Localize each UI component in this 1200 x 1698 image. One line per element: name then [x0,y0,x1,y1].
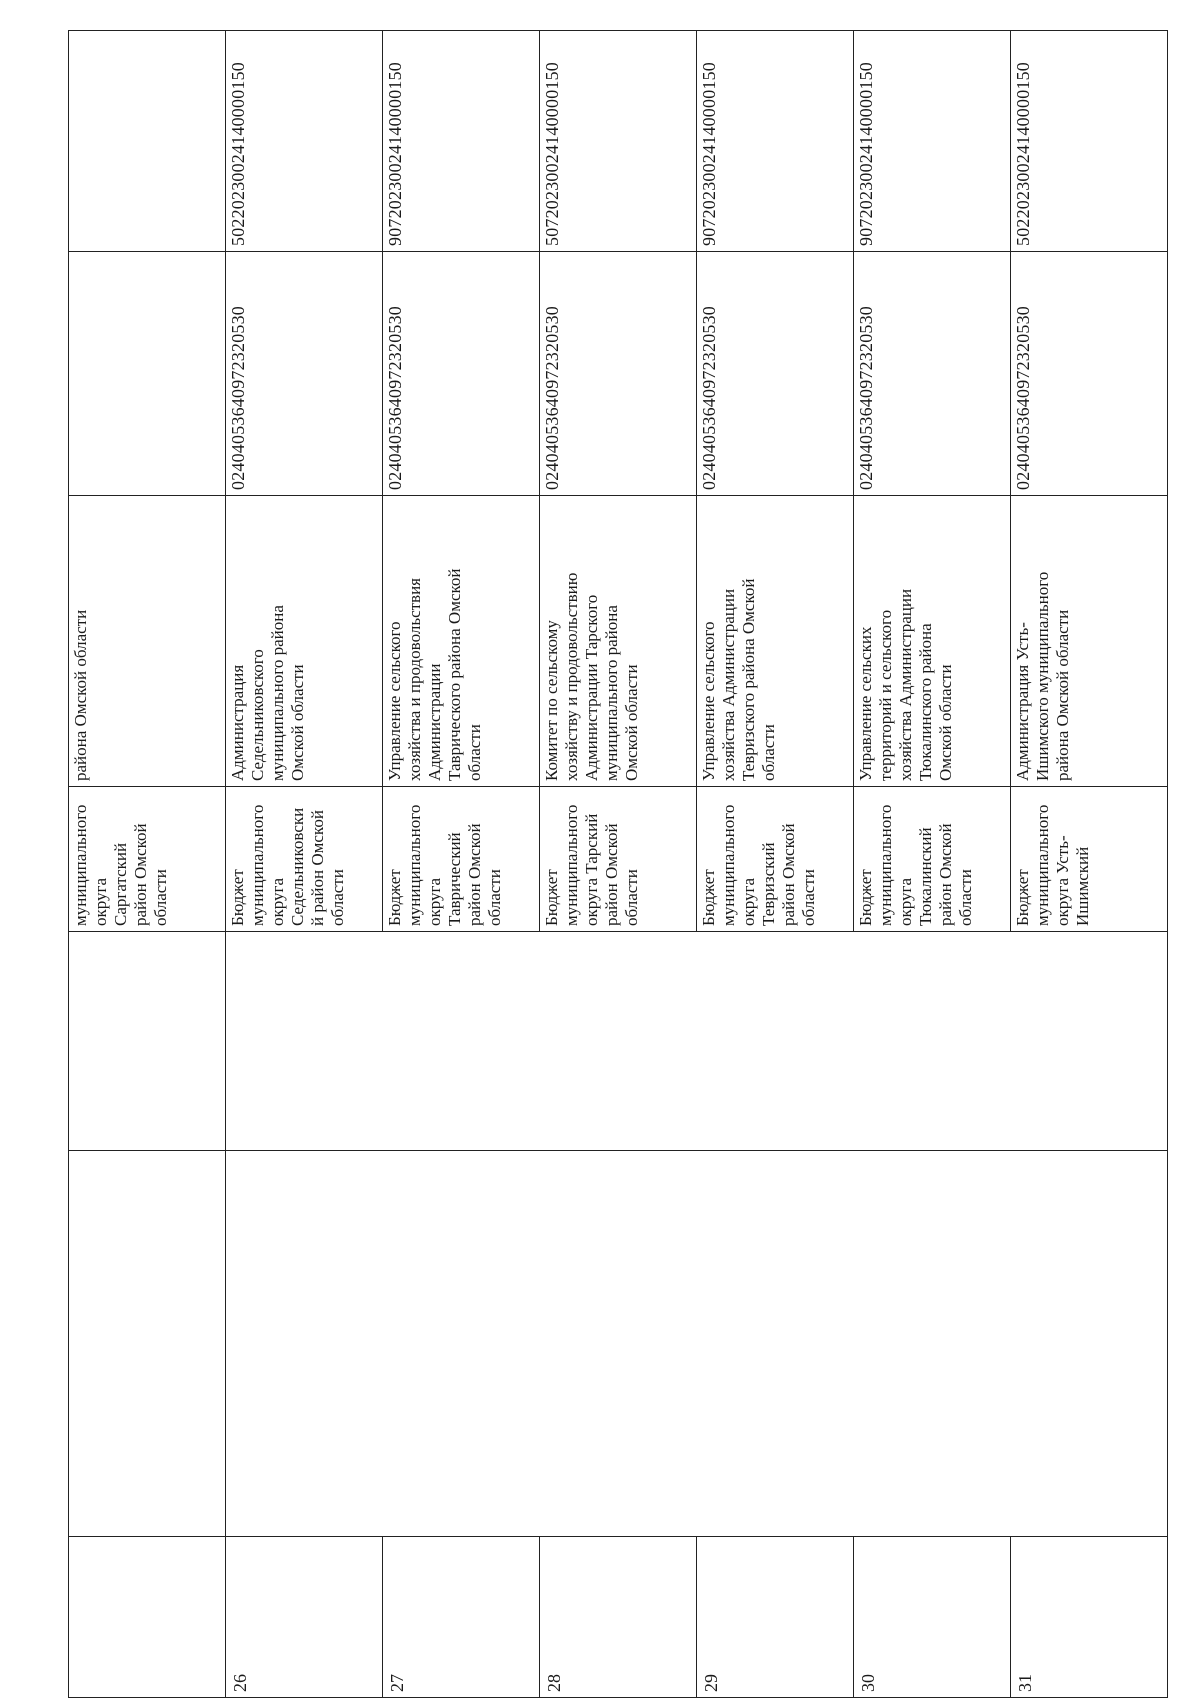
cell-admin: Администрация Седельниковского муниципального района Омской области [226,496,383,787]
cell-empty-b [69,1151,226,1537]
table-row-continuation [69,31,226,1698]
cell-admin: Комитет по сельскому хозяйству и продовольствию Администрации Тарского муниципального района Омской области [540,496,697,787]
cell-admin: Администрация Усть- Ишимского муниципального района Омской области [1011,496,1168,787]
row-number-text: 26 [230,1674,250,1692]
budget-allocation-table [68,30,1168,1698]
cell-code1 [69,252,226,496]
cell-code2: 90720230024140000150 [383,31,540,252]
cell-budget: Бюджет муниципального округа Седельниковски й район Омской области [226,787,383,932]
row-number-text: 29 [701,1674,721,1692]
cell-code2: 90720230024140000150 [854,31,1011,252]
row-number-text: 30 [858,1674,878,1692]
row-number-text: 31 [1015,1674,1035,1692]
cell-budget: Бюджет муниципального округа Усть- Ишимский [1011,787,1168,932]
cell-admin: Управление сельских территорий и сельского хозяйства Администрации Тюкалинского района Омской области [854,496,1011,787]
cell-code2: 50220230024140000150 [226,31,383,252]
cell-budget: Бюджет муниципального округа Тевризский район Омской области [697,787,854,932]
row-number-text: 28 [544,1674,564,1692]
cell-empty-b [226,1151,1168,1537]
cell-code1: 02404053640972320530 [383,252,540,496]
cell-num [69,1537,226,1698]
cell-admin: района Омской области [69,496,226,787]
rotated-table-container [68,62,1156,1698]
row-number [697,1537,854,1698]
cell-code1: 02404053640972320530 [1011,252,1168,496]
row-number [1011,1537,1168,1698]
cell-admin: Управление сельского хозяйства и продовольствия Администрации Таврического района Омской области [383,496,540,787]
row-number [383,1537,540,1698]
cell-code1: 02404053640972320530 [540,252,697,496]
cell-budget: Бюджет муниципального округа Тюкалинский район Омской области [854,787,1011,932]
cell-budget: Бюджет муниципального округа Тарский район Омской области [540,787,697,932]
cell-admin: Управление сельского хозяйства Администрации Тевризского района Омской области [697,496,854,787]
row-number [226,1537,383,1698]
cell-budget: Бюджет муниципального округа Таврический район Омской области [383,787,540,932]
cell-code1: 02404053640972320530 [226,252,383,496]
cell-empty-c [226,932,1168,1151]
row-number-text: 27 [387,1674,407,1692]
cell-code2 [69,31,226,252]
row-number [540,1537,697,1698]
cell-budget: муниципального округа Саргатский район Омской области [69,787,226,932]
cell-code1: 02404053640972320530 [854,252,1011,496]
cell-code2: 90720230024140000150 [697,31,854,252]
cell-code1: 02404053640972320530 [697,252,854,496]
table-row [226,31,383,1698]
row-number [854,1537,1011,1698]
cell-code2: 50720230024140000150 [540,31,697,252]
cell-code2: 50220230024140000150 [1011,31,1168,252]
cell-empty-c [69,932,226,1151]
